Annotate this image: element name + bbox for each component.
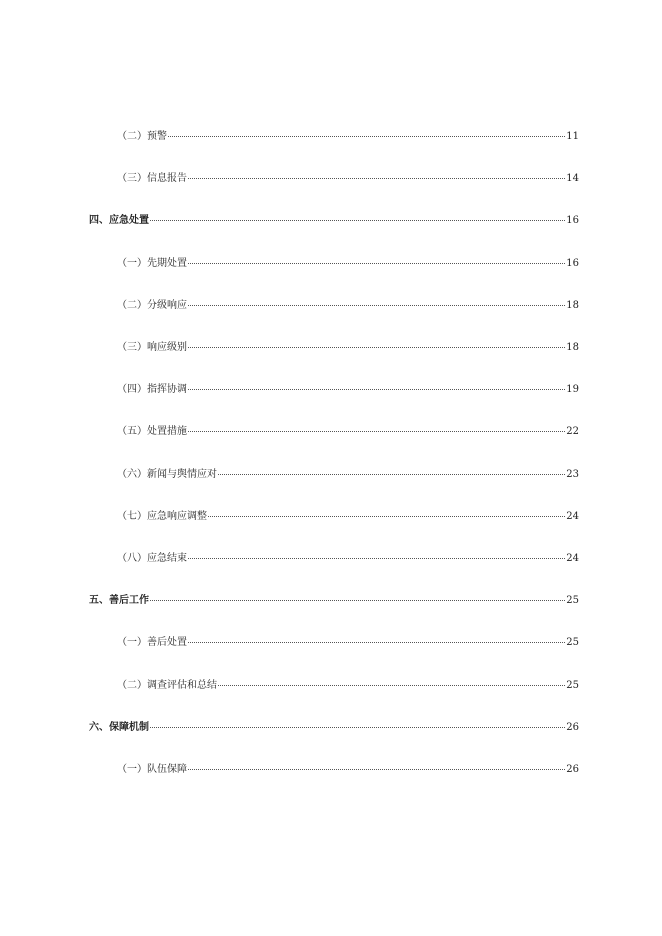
toc-subsection-entry[interactable] (117, 299, 579, 313)
toc-page-number: 14 (566, 173, 579, 185)
toc-page-number: 16 (566, 215, 579, 227)
toc-section-entry[interactable] (89, 594, 579, 608)
toc-page-number: 23 (566, 468, 579, 480)
toc-subsection-entry[interactable] (117, 510, 579, 524)
toc-entry-label: （五）处置措施 (117, 426, 187, 438)
toc-dot-leader (218, 685, 565, 686)
toc-page-number: 26 (566, 721, 579, 733)
toc-entry-label: （一）善后处置 (117, 637, 187, 649)
toc-subsection-entry[interactable] (117, 468, 579, 482)
toc-section-entry[interactable] (89, 214, 579, 228)
toc-subsection-entry[interactable] (117, 257, 579, 271)
toc-dot-leader (150, 220, 565, 221)
toc-entry-label: 六、保障机制 (89, 721, 149, 733)
toc-entry-label: （三）信息报告 (117, 173, 187, 185)
toc-page-number: 18 (566, 342, 579, 353)
toc-page-number: 22 (566, 426, 579, 438)
toc-dot-leader (188, 263, 565, 264)
toc-entry-label: （二）调查评估和总结 (117, 679, 217, 691)
toc-dot-leader (188, 347, 565, 348)
toc-dot-leader (218, 474, 565, 475)
toc-page-number: 18 (566, 299, 579, 311)
toc-subsection-entry[interactable] (117, 172, 579, 186)
toc-entry-label: 五、善后工作 (89, 595, 149, 607)
toc-dot-leader (188, 305, 565, 306)
toc-page-number: 24 (566, 510, 579, 522)
toc-entry-label: （一）先期处置 (117, 257, 187, 269)
toc-subsection-entry[interactable] (117, 425, 579, 439)
toc-page-number: 16 (566, 257, 579, 269)
toc-page-number: 26 (566, 764, 579, 775)
toc-entry-label: 四、应急处置 (89, 215, 149, 227)
toc-page-number: 11 (566, 131, 579, 142)
toc-dot-leader (188, 389, 565, 390)
toc-dot-leader (188, 431, 565, 432)
toc-page-number: 25 (566, 679, 579, 691)
toc-dot-leader (188, 558, 565, 559)
toc-dot-leader (168, 136, 565, 137)
toc-dot-leader (150, 727, 565, 728)
toc-entry-label: （二）预警 (117, 131, 167, 142)
toc-page-number: 25 (566, 637, 579, 649)
toc-entry-label: （二）分级响应 (117, 299, 187, 311)
toc-entry-label: （四）指挥协调 (117, 384, 187, 396)
toc-dot-leader (208, 516, 565, 517)
toc-subsection-entry[interactable] (117, 679, 579, 693)
toc-subsection-entry[interactable] (117, 763, 579, 777)
toc-entry-label: （六）新闻与舆情应对 (117, 468, 217, 480)
toc-page-number: 25 (566, 595, 579, 607)
toc-page-number: 24 (566, 553, 579, 564)
toc-dot-leader (188, 769, 565, 770)
toc-subsection-entry[interactable] (117, 130, 579, 144)
toc-subsection-entry[interactable] (117, 552, 579, 566)
toc-dot-leader (188, 642, 565, 643)
toc-entry-label: （八）应急结束 (117, 553, 187, 564)
toc-subsection-entry[interactable] (117, 383, 579, 397)
toc-entry-label: （三）响应级别 (117, 342, 187, 353)
toc-subsection-entry[interactable] (117, 341, 579, 355)
toc-dot-leader (150, 600, 565, 601)
toc-subsection-entry[interactable] (117, 636, 579, 650)
toc-section-entry[interactable] (89, 721, 579, 735)
toc-entry-label: （七）应急响应调整 (117, 510, 207, 522)
toc-dot-leader (188, 178, 565, 179)
toc-entry-label: （一）队伍保障 (117, 764, 187, 775)
toc-page-number: 19 (566, 384, 579, 396)
